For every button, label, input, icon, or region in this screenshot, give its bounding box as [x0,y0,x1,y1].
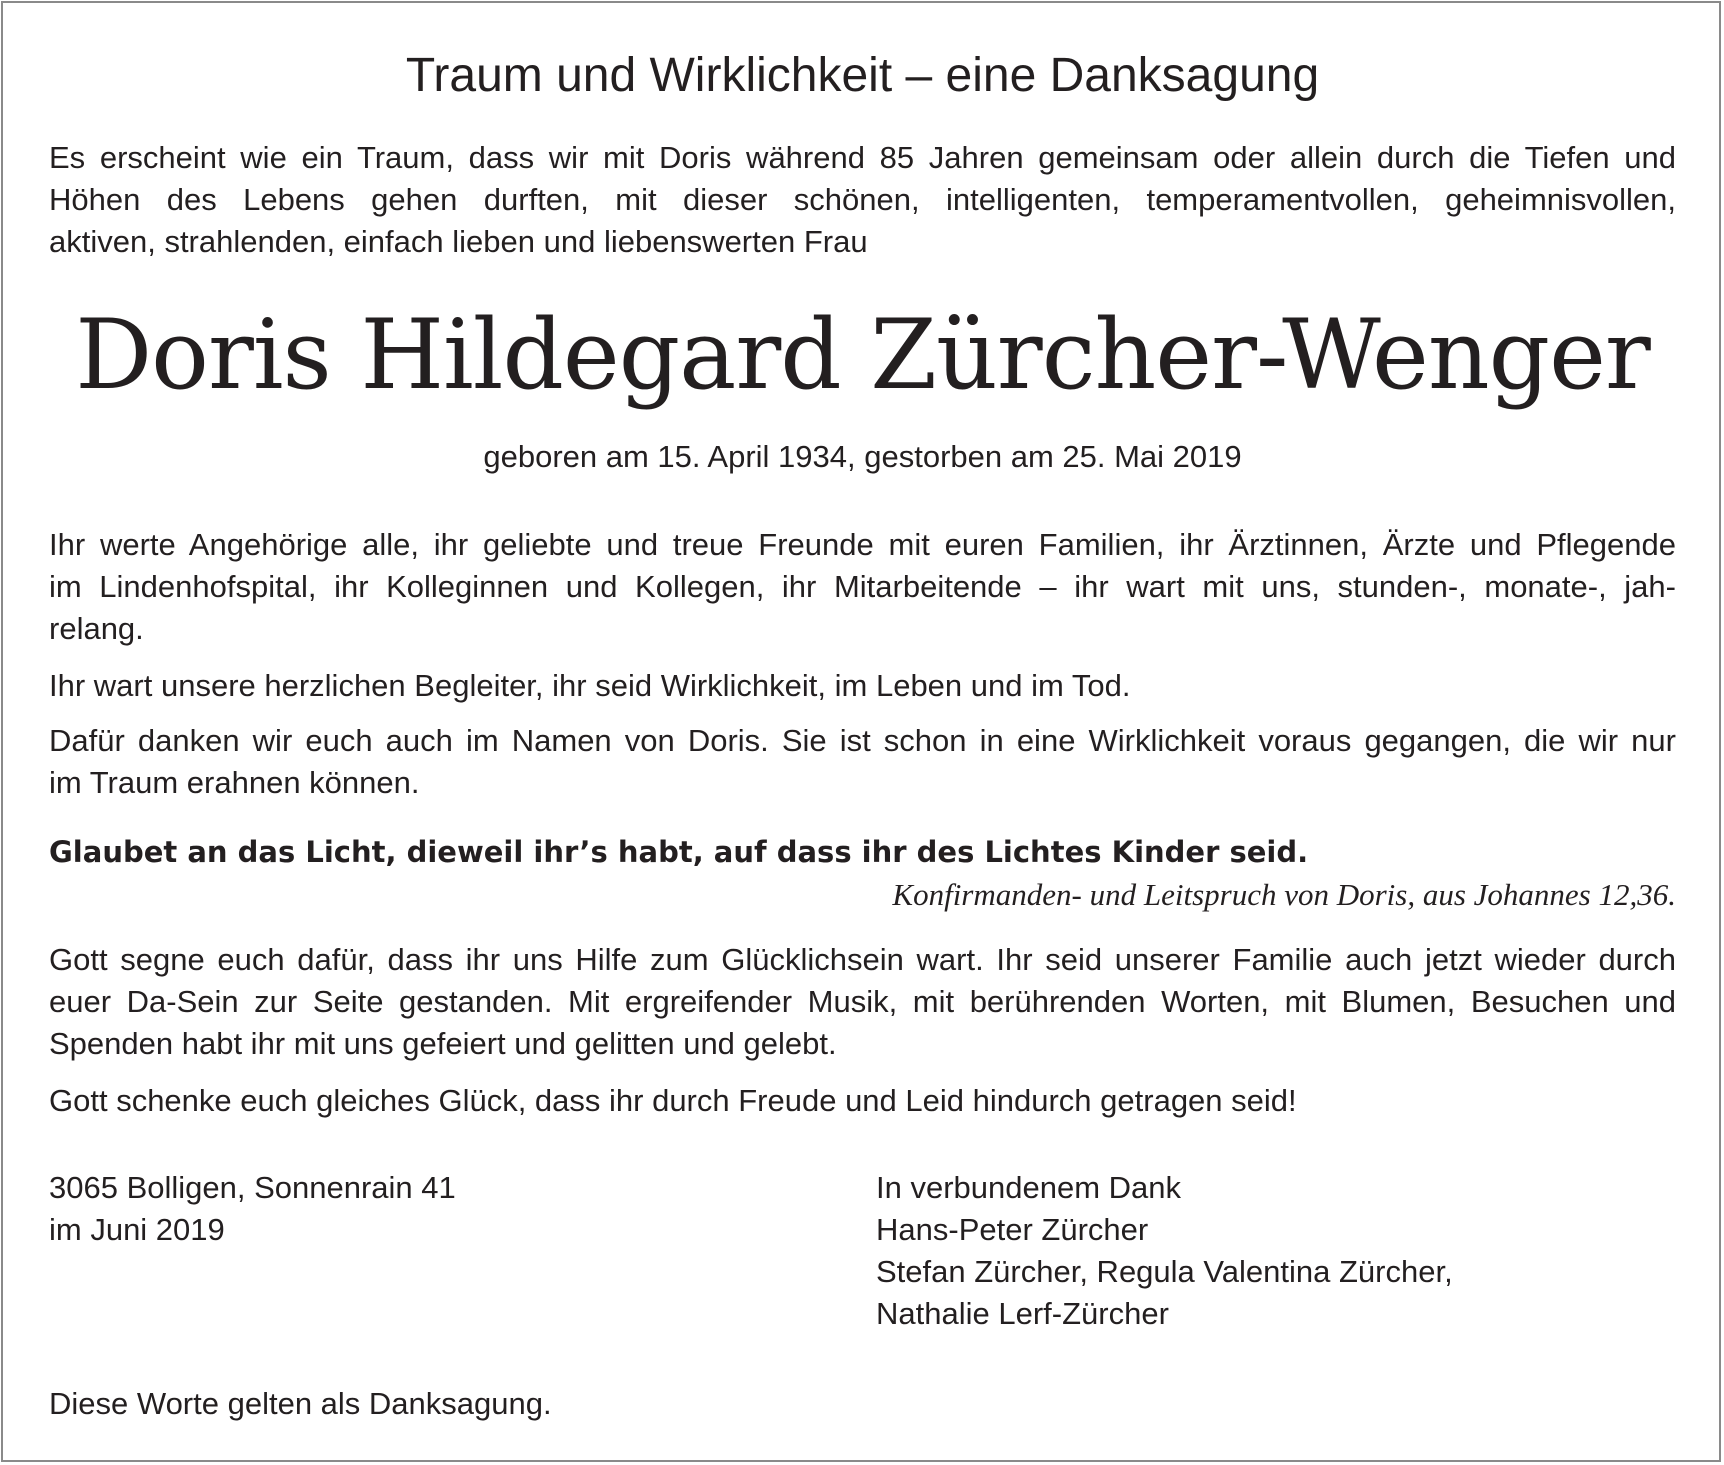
paragraph-line: im Lindenhofspital, ihr Kolleginnen und Kollegen, ihr Mitarbeitende – ihr wart mit uns, stunden-, monate-, jah- [49,569,1676,604]
paragraph-wish [49,1080,1676,1122]
paragraph-line: im Traum erahnen können. [49,765,420,800]
paragraph-line: Dafür danken wir euch auch im Namen von Doris. Sie ist schon in eine Wirklichkeit voraus gegangen, die wir nur [49,723,1676,758]
address-street: 3065 Bolligen, Sonnenrain 41 [49,1170,456,1205]
paragraph-line: relang. [49,611,144,646]
bible-verse: Glaubet an das Licht, dieweil ihr’s habt, auf dass ihr des Lichtes Kinder seid. [49,835,1309,869]
footer-note: Diese Worte gelten als Danksagung. [49,1386,552,1421]
notice-heading: Traum und Wirklichkeit – eine Danksagung [405,49,1320,102]
paragraph-companions [49,665,1676,707]
signature-name: Hans-Peter Zürcher [876,1212,1149,1247]
paragraph-blessing [49,939,1676,1065]
paragraph-line: Ihr werte Angehörige alle, ihr geliebte und treue Freunde mit euren Familien, ihr Ärztinnen, Ärzte und Pflegende [49,527,1676,562]
intro-line: aktiven, strahlenden, einfach lieben und liebenswerten Frau [49,224,868,259]
address-block [49,1167,749,1251]
life-dates: geboren am 15. April 1934, gestorben am 25. Mai 2019 [483,439,1242,474]
deceased-name: Doris Hildegard Zürcher-Wenger [75,299,1650,411]
signature-greeting: In verbundenem Dank [876,1170,1182,1205]
paragraph-line: euer Da-Sein zur Seite gestanden. Mit ergreifender Musik, mit berührenden Worten, mit Blumen, Besuchen und [49,984,1676,1019]
intro-line: Höhen des Lebens gehen durften, mit dieser schönen, intelligenten, temperamentvollen, geheimnisvollen, [49,182,1676,217]
paragraph-line: Gott schenke euch gleiches Glück, dass ihr durch Freude und Leid hindurch getragen seid! [49,1083,1297,1118]
paragraph-line: Spenden habt ihr mit uns gefeiert und gelitten und gelebt. [49,1026,837,1061]
address-date: im Juni 2019 [49,1212,225,1247]
paragraph-thanks-doris [49,720,1676,804]
verse-source: Konfirmanden- und Leitspruch von Doris, aus Johannes 12,36. [892,877,1676,912]
paragraph-line: Ihr wart unsere herzlichen Begleiter, ihr seid Wirklichkeit, im Leben und im Tod. [49,668,1131,703]
paragraph-thanks-relatives [49,524,1676,650]
signature-name: Nathalie Lerf-Zürcher [876,1296,1169,1331]
intro-line: Es erscheint wie ein Traum, dass wir mit Doris während 85 Jahren gemeinsam oder allein durch die Tiefen und [49,140,1676,175]
paragraph-line: Gott segne euch dafür, dass ihr uns Hilfe zum Glücklichsein wart. Ihr seid unserer Familie auch jetzt wieder durch [49,942,1676,977]
signature-name: Stefan Zürcher, Regula Valentina Zürcher, [876,1254,1453,1289]
intro-paragraph [49,137,1676,263]
signature-block [876,1167,1676,1335]
